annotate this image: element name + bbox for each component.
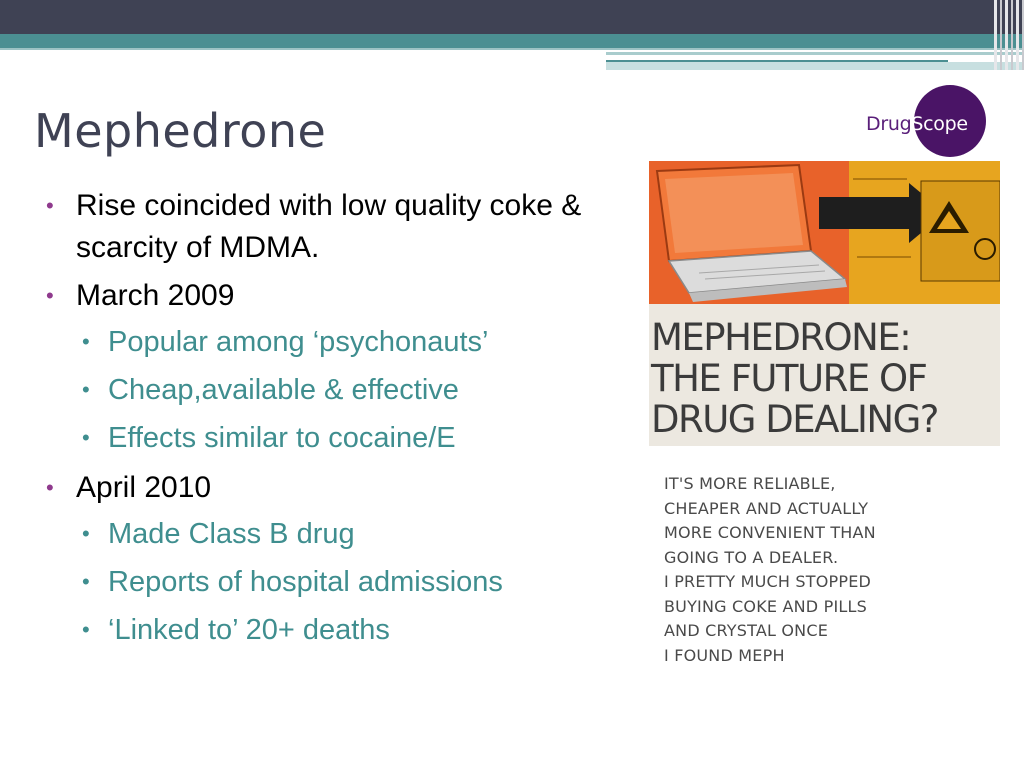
bullet-text: April 2010 [76, 471, 212, 504]
bullet-dot-icon: • [46, 283, 54, 308]
quote-line: IT'S MORE RELIABLE, [664, 474, 836, 493]
header-divider [0, 48, 1024, 50]
bullet-text: Effects similar to cocaine/E [108, 422, 456, 454]
bullet-list [44, 185, 604, 659]
bullet-dot-icon: • [82, 425, 90, 450]
sub-bullet-item [44, 371, 604, 409]
bullet-text: Made Class B drug [108, 518, 355, 550]
header-banner [0, 0, 1024, 34]
bullet-dot-icon: • [82, 569, 90, 594]
sub-bullet-item [44, 419, 604, 457]
bullet-text: Reports of hospital admissions [108, 566, 503, 598]
sub-bullet-item [44, 611, 604, 649]
bullet-dot-icon: • [82, 521, 90, 546]
quote-line: I PRETTY MUCH STOPPED [664, 572, 872, 591]
sub-bullet-item [44, 515, 604, 553]
quote-line: CHEAPER AND ACTUALLY [664, 498, 869, 518]
quote-line: BUYING COKE AND PILLS [664, 596, 867, 616]
quote-line: GOING TO A DEALER. [664, 547, 839, 567]
bullet-dot-icon: • [82, 329, 90, 354]
sub-bullet-item [44, 563, 604, 601]
bullet-dot-icon: • [46, 475, 54, 500]
header-stripe [606, 52, 1024, 55]
sub-bullet-item [44, 323, 604, 361]
magazine-headline: MEPHEDRONE: THE FUTURE OF DRUG DEALING? [651, 316, 938, 441]
header-vertical-bars [994, 0, 1024, 70]
quote-line: AND CRYSTAL ONCE [664, 621, 829, 640]
quote-line: MORE CONVENIENT THAN [664, 523, 876, 542]
magazine-image [649, 161, 1000, 446]
bullet-text: ‘Linked to’ 20+ deaths [108, 614, 390, 646]
bullet-item [44, 467, 604, 509]
drugscope-logo-text: DrugScope [866, 113, 968, 135]
bullet-text: Popular among ‘psychonauts’ [108, 326, 489, 358]
bullet-item [44, 275, 604, 317]
bullet-text: Cheap,available & effective [108, 374, 459, 406]
bullet-dot-icon: • [46, 193, 54, 218]
bullet-dot-icon: • [82, 377, 90, 402]
pull-quote [664, 472, 1004, 668]
header-teal-band [0, 34, 1024, 48]
bullet-text: March 2009 [76, 279, 235, 312]
bullet-text: Rise coincided with low quality coke & scarcity of MDMA. [76, 189, 582, 264]
quote-line: I FOUND MEPH [664, 645, 785, 665]
header-stripe [606, 62, 1024, 70]
bullet-item [44, 185, 596, 269]
bullet-dot-icon: • [82, 617, 90, 642]
slide-title: Mephedrone [34, 104, 327, 158]
laptop-photo [649, 161, 1000, 304]
